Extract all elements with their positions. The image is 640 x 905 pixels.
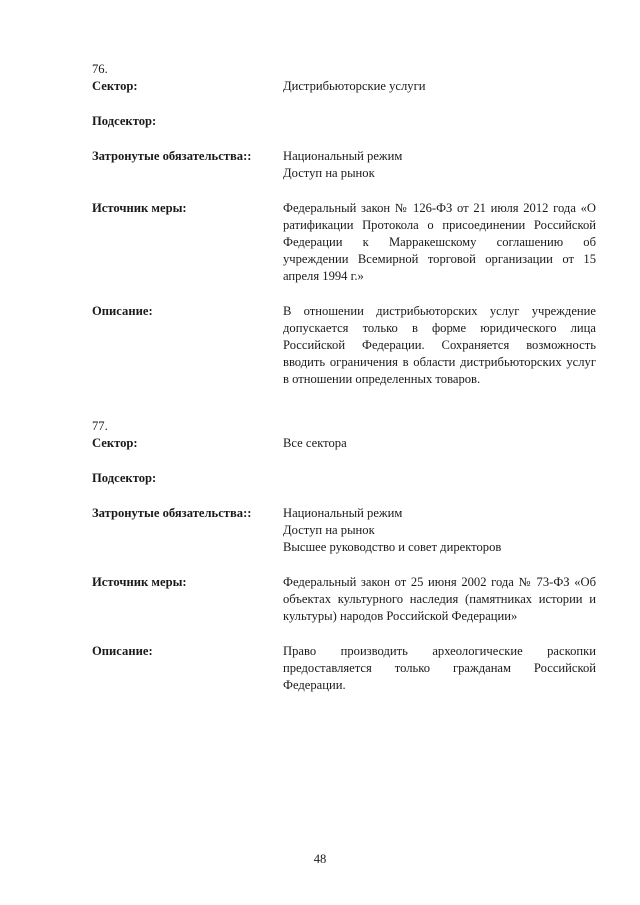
obligations-row (92, 148, 596, 182)
sector-label: Сектор: (92, 79, 138, 93)
obligation-item: Доступ на рынок (283, 523, 375, 537)
description-text: Право производить археологические раскопки предоставляется только гражданам Российской Федерации. (283, 644, 596, 692)
entry-76 (92, 61, 596, 388)
obligations-label: Затронутые обязательства:: (92, 149, 252, 163)
entry-number: 77. (92, 419, 108, 433)
obligation-item: Национальный режим (283, 506, 403, 520)
page-number: 48 (313, 852, 327, 866)
description-label: Описание: (92, 304, 153, 318)
obligations-row (92, 505, 596, 556)
source-label: Источник меры: (92, 575, 187, 589)
source-row (92, 200, 596, 285)
obligations-label: Затронутые обязательства:: (92, 506, 252, 520)
obligation-item: Высшее руководство и совет директоров (283, 540, 502, 554)
sector-label: Сектор: (92, 436, 138, 450)
description-row (92, 643, 596, 694)
source-row (92, 574, 596, 625)
subsector-row (92, 470, 596, 487)
obligation-item: Доступ на рынок (283, 166, 375, 180)
description-row (92, 303, 596, 388)
sector-row (92, 435, 596, 452)
subsector-row (92, 113, 596, 130)
source-text: Федеральный закон от 25 июня 2002 года № 73-ФЗ «Об объектах культурного наследия (памятниках истории и культуры) народов Российской Федерации» (283, 575, 596, 623)
subsector-label: Подсектор: (92, 114, 157, 128)
sector-value: Все сектора (283, 436, 347, 450)
source-text: Федеральный закон № 126-ФЗ от 21 июля 2012 года «О ратификации Протокола о присоединении Российской Федерации к Марракешскому соглашению об учреждении Всемирной торговой организации от 15 апреля 1994 г.» (283, 201, 596, 283)
description-text: В отношении дистрибьюторских услуг учреждение допускается только в форме юридического лица Российской Федерации. Сохраняется возможность вводить ограничения в области дистрибьюторских услуг в отношении определенных товаров. (283, 304, 596, 386)
sector-row (92, 78, 596, 95)
sector-value: Дистрибьюторские услуги (283, 79, 426, 93)
source-label: Источник меры: (92, 201, 187, 215)
entry-number: 76. (92, 62, 108, 76)
entry-77 (92, 418, 596, 694)
obligation-item: Национальный режим (283, 149, 403, 163)
subsector-label: Подсектор: (92, 471, 157, 485)
description-label: Описание: (92, 644, 153, 658)
